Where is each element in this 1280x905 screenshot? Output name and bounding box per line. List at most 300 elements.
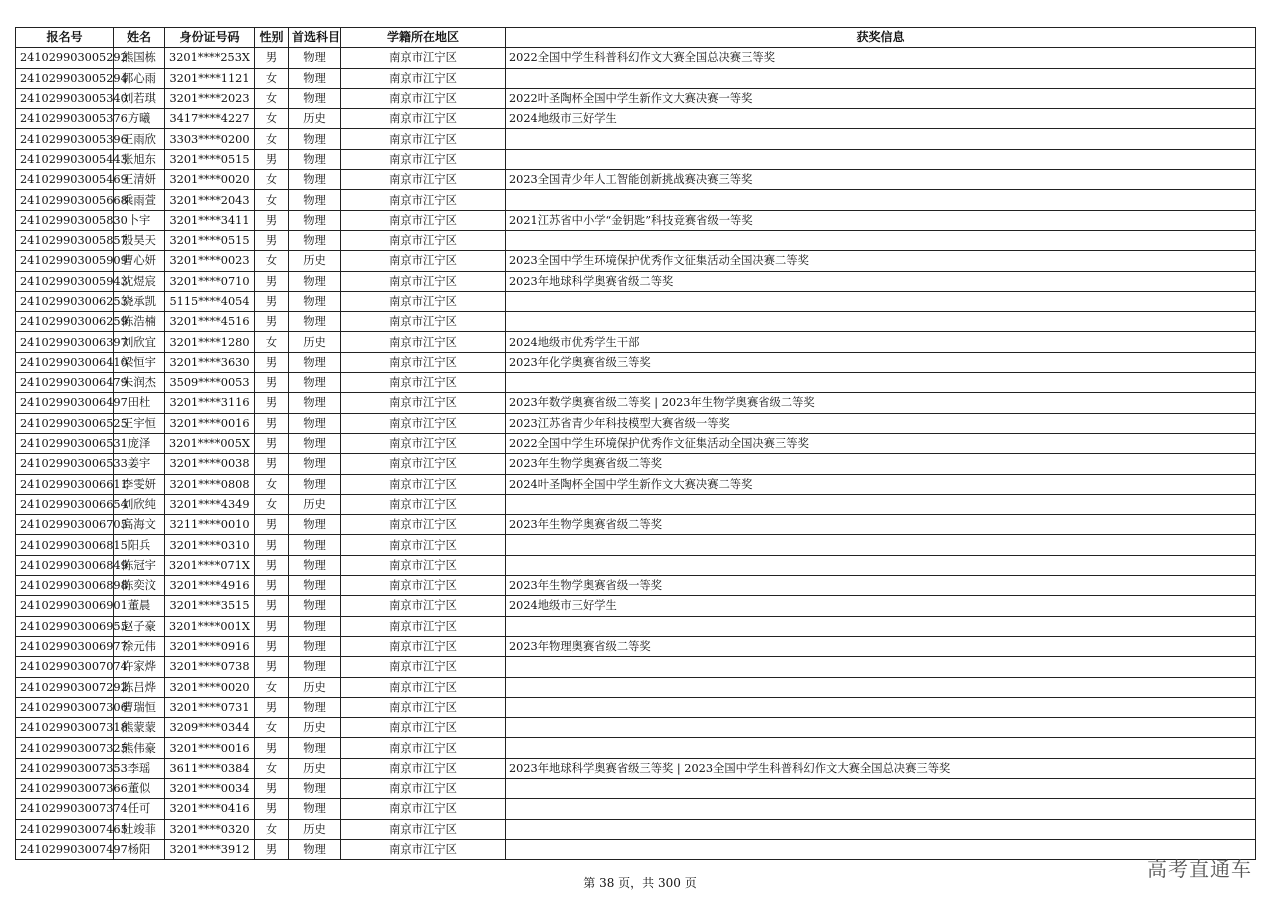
subject-cell: 物理: [289, 454, 341, 474]
gender-cell: 男: [255, 149, 289, 169]
registration-no-cell: 241029903005376: [16, 109, 114, 129]
id-number-cell: 3201****0416: [165, 799, 255, 819]
region-cell: 南京市江宁区: [341, 718, 506, 738]
id-number-cell: 3201****071X: [165, 555, 255, 575]
registration-no-cell: 241029903006898: [16, 576, 114, 596]
subject-cell: 物理: [289, 515, 341, 535]
awards-cell: [506, 718, 1256, 738]
registration-no-cell: 241029903007465: [16, 819, 114, 839]
region-cell: 南京市江宁区: [341, 555, 506, 575]
table-row: [16, 778, 1256, 798]
registration-no-cell: 241029903005396: [16, 129, 114, 149]
col-header-gender: 性别: [255, 28, 289, 48]
registration-no-cell: 241029903006849: [16, 555, 114, 575]
registration-no-cell: 241029903005443: [16, 149, 114, 169]
registration-no-cell: 241029903006611: [16, 474, 114, 494]
table-row: [16, 839, 1256, 859]
gender-cell: 男: [255, 596, 289, 616]
id-number-cell: 5115****4054: [165, 291, 255, 311]
subject-cell: 物理: [289, 393, 341, 413]
subject-cell: 物理: [289, 170, 341, 190]
name-cell: 陈冠宇: [114, 555, 165, 575]
awards-cell: 2022全国中学生科普科幻作文大赛全国总决赛三等奖: [506, 48, 1256, 68]
subject-cell: 物理: [289, 839, 341, 859]
name-cell: 陈奕汶: [114, 576, 165, 596]
awards-cell: [506, 373, 1256, 393]
region-cell: 南京市江宁区: [341, 576, 506, 596]
subject-cell: 物理: [289, 474, 341, 494]
awards-cell: 2024地级市三好学生: [506, 109, 1256, 129]
name-cell: 乘雨萱: [114, 190, 165, 210]
name-cell: 王清妍: [114, 170, 165, 190]
subject-cell: 物理: [289, 738, 341, 758]
registration-no-cell: 241029903007497: [16, 839, 114, 859]
gender-cell: 男: [255, 271, 289, 291]
subject-cell: 物理: [289, 576, 341, 596]
registration-no-cell: 241029903006531: [16, 433, 114, 453]
table-row: [16, 738, 1256, 758]
subject-cell: 物理: [289, 555, 341, 575]
name-cell: 王宇恒: [114, 413, 165, 433]
region-cell: 南京市江宁区: [341, 48, 506, 68]
registration-no-cell: 241029903006654: [16, 494, 114, 514]
id-number-cell: 3201****0310: [165, 535, 255, 555]
registration-no-cell: 241029903006533: [16, 454, 114, 474]
table-row: [16, 555, 1256, 575]
subject-cell: 历史: [289, 332, 341, 352]
col-header-awards: 获奖信息: [506, 28, 1256, 48]
gender-cell: 男: [255, 697, 289, 717]
table-row: [16, 149, 1256, 169]
name-cell: 姜宇: [114, 454, 165, 474]
gender-cell: 男: [255, 230, 289, 250]
table-row: [16, 332, 1256, 352]
gender-cell: 女: [255, 718, 289, 738]
table-row: [16, 88, 1256, 108]
registration-no-cell: 241029903006815: [16, 535, 114, 555]
registration-no-cell: 241029903005830: [16, 210, 114, 230]
id-number-cell: 3417****4227: [165, 109, 255, 129]
awards-cell: [506, 657, 1256, 677]
name-cell: 董似: [114, 778, 165, 798]
gender-cell: 男: [255, 515, 289, 535]
registration-no-cell: 241029903007292: [16, 677, 114, 697]
subject-cell: 物理: [289, 190, 341, 210]
gender-cell: 男: [255, 291, 289, 311]
region-cell: 南京市江宁区: [341, 535, 506, 555]
awards-cell: 2023年地球科学奥赛省级三等奖 | 2023全国中学生科普科幻作文大赛全国总决赛三等奖: [506, 758, 1256, 778]
awards-cell: 2023年物理奥赛省级二等奖: [506, 636, 1256, 656]
id-number-cell: 3509****0053: [165, 373, 255, 393]
name-cell: 杨阳: [114, 839, 165, 859]
region-cell: 南京市江宁区: [341, 758, 506, 778]
id-number-cell: 3201****0738: [165, 657, 255, 677]
registration-no-cell: 241029903005668: [16, 190, 114, 210]
table-row: [16, 312, 1256, 332]
id-number-cell: 3201****3630: [165, 352, 255, 372]
name-cell: 曹心妍: [114, 251, 165, 271]
region-cell: 南京市江宁区: [341, 413, 506, 433]
gender-cell: 女: [255, 88, 289, 108]
region-cell: 南京市江宁区: [341, 474, 506, 494]
table-row: [16, 68, 1256, 88]
region-cell: 南京市江宁区: [341, 68, 506, 88]
name-cell: 曹瑞恒: [114, 697, 165, 717]
gender-cell: 男: [255, 636, 289, 656]
awards-cell: 2023全国青少年人工智能创新挑战赛决赛三等奖: [506, 170, 1256, 190]
subject-cell: 物理: [289, 68, 341, 88]
registration-no-cell: 241029903006525: [16, 413, 114, 433]
col-header-subject: 首选科目: [289, 28, 341, 48]
id-number-cell: 3201****0038: [165, 454, 255, 474]
id-number-cell: 3201****0020: [165, 170, 255, 190]
col-header-registration-no: 报名号: [16, 28, 114, 48]
registration-no-cell: 241029903006977: [16, 636, 114, 656]
region-cell: 南京市江宁区: [341, 596, 506, 616]
gender-cell: 男: [255, 210, 289, 230]
gender-cell: 男: [255, 616, 289, 636]
awards-cell: [506, 778, 1256, 798]
region-cell: 南京市江宁区: [341, 494, 506, 514]
table-row: [16, 433, 1256, 453]
subject-cell: 物理: [289, 373, 341, 393]
name-cell: 朱润杰: [114, 373, 165, 393]
table-row: [16, 251, 1256, 271]
name-cell: 陈吕烨: [114, 677, 165, 697]
table-row: [16, 230, 1256, 250]
col-header-id-number: 身份证号码: [165, 28, 255, 48]
awards-cell: [506, 312, 1256, 332]
name-cell: 刘若琪: [114, 88, 165, 108]
name-cell: 阳兵: [114, 535, 165, 555]
gender-cell: 女: [255, 251, 289, 271]
gender-cell: 男: [255, 839, 289, 859]
gender-cell: 男: [255, 373, 289, 393]
region-cell: 南京市江宁区: [341, 373, 506, 393]
region-cell: 南京市江宁区: [341, 251, 506, 271]
table-row: [16, 291, 1256, 311]
table-row: [16, 799, 1256, 819]
name-cell: 许家烨: [114, 657, 165, 677]
region-cell: 南京市江宁区: [341, 636, 506, 656]
name-cell: 熊蒙蒙: [114, 718, 165, 738]
registration-no-cell: 241029903006253: [16, 291, 114, 311]
table-row: [16, 454, 1256, 474]
page-number: 第 38 页，共 300 页: [583, 876, 697, 890]
id-number-cell: 3201****001X: [165, 616, 255, 636]
region-cell: 南京市江宁区: [341, 454, 506, 474]
table-row: [16, 48, 1256, 68]
awards-cell: 2024地级市三好学生: [506, 596, 1256, 616]
registration-no-cell: 241029903007366: [16, 778, 114, 798]
name-cell: 王雨欣: [114, 129, 165, 149]
table-row: [16, 129, 1256, 149]
awards-cell: 2023年生物学奥赛省级二等奖: [506, 454, 1256, 474]
awards-cell: [506, 494, 1256, 514]
table-row: [16, 109, 1256, 129]
awards-cell: [506, 555, 1256, 575]
gender-cell: 女: [255, 332, 289, 352]
name-cell: 徐元伟: [114, 636, 165, 656]
awards-cell: [506, 230, 1256, 250]
table-body: [16, 48, 1256, 860]
region-cell: 南京市江宁区: [341, 129, 506, 149]
subject-cell: 物理: [289, 778, 341, 798]
id-number-cell: 3201****0731: [165, 697, 255, 717]
region-cell: 南京市江宁区: [341, 109, 506, 129]
subject-cell: 物理: [289, 433, 341, 453]
id-number-cell: 3201****0808: [165, 474, 255, 494]
table-row: [16, 636, 1256, 656]
registration-no-cell: 241029903006410: [16, 352, 114, 372]
table-row: [16, 170, 1256, 190]
gender-cell: 女: [255, 170, 289, 190]
id-number-cell: 3201****1121: [165, 68, 255, 88]
registration-no-cell: 241029903007318: [16, 718, 114, 738]
region-cell: 南京市江宁区: [341, 210, 506, 230]
registration-no-cell: 241029903006955: [16, 616, 114, 636]
subject-cell: 物理: [289, 312, 341, 332]
id-number-cell: 3201****3912: [165, 839, 255, 859]
name-cell: 赵子豪: [114, 616, 165, 636]
registration-no-cell: 241029903006479: [16, 373, 114, 393]
name-cell: 张旭东: [114, 149, 165, 169]
name-cell: 田杜: [114, 393, 165, 413]
table-row: [16, 596, 1256, 616]
registration-no-cell: 241029903006901: [16, 596, 114, 616]
col-header-name: 姓名: [114, 28, 165, 48]
awards-cell: [506, 535, 1256, 555]
name-cell: 高海文: [114, 515, 165, 535]
table-row: [16, 271, 1256, 291]
gender-cell: 女: [255, 474, 289, 494]
gender-cell: 男: [255, 312, 289, 332]
gender-cell: 男: [255, 576, 289, 596]
awards-cell: 2022全国中学生环境保护优秀作文征集活动全国决赛三等奖: [506, 433, 1256, 453]
name-cell: 沈煜宸: [114, 271, 165, 291]
awards-cell: [506, 190, 1256, 210]
awards-cell: 2022叶圣陶杯全国中学生新作文大赛决赛一等奖: [506, 88, 1256, 108]
registration-no-cell: 241029903007074: [16, 657, 114, 677]
table-row: [16, 515, 1256, 535]
subject-cell: 历史: [289, 819, 341, 839]
registration-no-cell: 241029903007374: [16, 799, 114, 819]
awards-cell: [506, 129, 1256, 149]
name-cell: 梁恒宇: [114, 352, 165, 372]
region-cell: 南京市江宁区: [341, 819, 506, 839]
id-number-cell: 3201****0916: [165, 636, 255, 656]
gender-cell: 女: [255, 819, 289, 839]
region-cell: 南京市江宁区: [341, 88, 506, 108]
id-number-cell: 3201****4349: [165, 494, 255, 514]
id-number-cell: 3201****3116: [165, 393, 255, 413]
awards-cell: [506, 68, 1256, 88]
subject-cell: 历史: [289, 251, 341, 271]
gender-cell: 男: [255, 352, 289, 372]
id-number-cell: 3209****0344: [165, 718, 255, 738]
name-cell: 李雯妍: [114, 474, 165, 494]
region-cell: 南京市江宁区: [341, 352, 506, 372]
id-number-cell: 3303****0200: [165, 129, 255, 149]
gender-cell: 男: [255, 778, 289, 798]
watermark-logo: 高考直通车: [1147, 857, 1252, 881]
region-cell: 南京市江宁区: [341, 190, 506, 210]
region-cell: 南京市江宁区: [341, 332, 506, 352]
gender-cell: 男: [255, 393, 289, 413]
table-row: [16, 494, 1256, 514]
id-number-cell: 3201****3515: [165, 596, 255, 616]
name-cell: 卜宇: [114, 210, 165, 230]
awards-cell: [506, 839, 1256, 859]
region-cell: 南京市江宁区: [341, 839, 506, 859]
name-cell: 陈浩楠: [114, 312, 165, 332]
region-cell: 南京市江宁区: [341, 778, 506, 798]
table-row: [16, 210, 1256, 230]
id-number-cell: 3201****0515: [165, 149, 255, 169]
table-header-row: [16, 28, 1256, 48]
table-row: [16, 616, 1256, 636]
name-cell: 刘欣宜: [114, 332, 165, 352]
region-cell: 南京市江宁区: [341, 677, 506, 697]
id-number-cell: 3201****2043: [165, 190, 255, 210]
id-number-cell: 3201****3411: [165, 210, 255, 230]
gender-cell: 女: [255, 109, 289, 129]
subject-cell: 物理: [289, 291, 341, 311]
id-number-cell: 3201****0034: [165, 778, 255, 798]
gender-cell: 男: [255, 48, 289, 68]
awards-cell: [506, 799, 1256, 819]
gender-cell: 女: [255, 758, 289, 778]
awards-cell: 2023江苏省青少年科技模型大赛省级一等奖: [506, 413, 1256, 433]
name-cell: 熊国栋: [114, 48, 165, 68]
awards-cell: [506, 738, 1256, 758]
registration-no-cell: 241029903005294: [16, 68, 114, 88]
gender-cell: 男: [255, 535, 289, 555]
id-number-cell: 3201****005X: [165, 433, 255, 453]
table-row: [16, 474, 1256, 494]
subject-cell: 物理: [289, 799, 341, 819]
subject-cell: 历史: [289, 109, 341, 129]
gender-cell: 女: [255, 129, 289, 149]
name-cell: 任可: [114, 799, 165, 819]
subject-cell: 物理: [289, 149, 341, 169]
name-cell: 董晨: [114, 596, 165, 616]
registration-no-cell: 241029903005340: [16, 88, 114, 108]
table-row: [16, 677, 1256, 697]
gender-cell: 女: [255, 68, 289, 88]
awards-cell: 2021江苏省中小学“金钥匙”科技竞赛省级一等奖: [506, 210, 1256, 230]
name-cell: 饶承凯: [114, 291, 165, 311]
subject-cell: 物理: [289, 210, 341, 230]
awards-cell: 2023年数学奥赛省级二等奖 | 2023年生物学奥赛省级二等奖: [506, 393, 1256, 413]
region-cell: 南京市江宁区: [341, 433, 506, 453]
name-cell: 李瑶: [114, 758, 165, 778]
registration-no-cell: 241029903007325: [16, 738, 114, 758]
id-number-cell: 3201****2023: [165, 88, 255, 108]
gender-cell: 女: [255, 494, 289, 514]
subject-cell: 物理: [289, 352, 341, 372]
subject-cell: 物理: [289, 616, 341, 636]
table-row: [16, 718, 1256, 738]
id-number-cell: 3201****0020: [165, 677, 255, 697]
name-cell: 庞泽: [114, 433, 165, 453]
awards-cell: 2023年生物学奥赛省级二等奖: [506, 515, 1256, 535]
table-row: [16, 413, 1256, 433]
region-cell: 南京市江宁区: [341, 515, 506, 535]
awards-cell: [506, 149, 1256, 169]
id-number-cell: 3201****4916: [165, 576, 255, 596]
table-row: [16, 576, 1256, 596]
gender-cell: 男: [255, 555, 289, 575]
awards-cell: [506, 697, 1256, 717]
id-number-cell: 3201****0016: [165, 413, 255, 433]
awards-cell: 2023年化学奥赛省级三等奖: [506, 352, 1256, 372]
name-cell: 杜竣菲: [114, 819, 165, 839]
registration-no-cell: 241029903006497: [16, 393, 114, 413]
subject-cell: 物理: [289, 596, 341, 616]
awards-cell: 2024叶圣陶杯全国中学生新作文大赛决赛二等奖: [506, 474, 1256, 494]
table-row: [16, 535, 1256, 555]
gender-cell: 女: [255, 190, 289, 210]
registration-no-cell: 241029903005943: [16, 271, 114, 291]
registration-no-cell: 241029903007353: [16, 758, 114, 778]
region-cell: 南京市江宁区: [341, 230, 506, 250]
gender-cell: 女: [255, 677, 289, 697]
name-cell: 郭心雨: [114, 68, 165, 88]
name-cell: 熊伟豪: [114, 738, 165, 758]
table-row: [16, 190, 1256, 210]
subject-cell: 物理: [289, 535, 341, 555]
registration-no-cell: 241029903007306: [16, 697, 114, 717]
region-cell: 南京市江宁区: [341, 738, 506, 758]
gender-cell: 男: [255, 454, 289, 474]
registration-no-cell: 241029903005909: [16, 251, 114, 271]
region-cell: 南京市江宁区: [341, 657, 506, 677]
region-cell: 南京市江宁区: [341, 616, 506, 636]
table-row: [16, 393, 1256, 413]
table-row: [16, 352, 1256, 372]
awards-cell: 2023年地球科学奥赛省级二等奖: [506, 271, 1256, 291]
subject-cell: 历史: [289, 677, 341, 697]
id-number-cell: 3201****0710: [165, 271, 255, 291]
subject-cell: 历史: [289, 494, 341, 514]
gender-cell: 男: [255, 799, 289, 819]
id-number-cell: 3611****0384: [165, 758, 255, 778]
id-number-cell: 3201****0016: [165, 738, 255, 758]
registration-no-cell: 241029903005857: [16, 230, 114, 250]
name-cell: 刘欣纯: [114, 494, 165, 514]
id-number-cell: 3201****253X: [165, 48, 255, 68]
id-number-cell: 3211****0010: [165, 515, 255, 535]
gender-cell: 男: [255, 738, 289, 758]
subject-cell: 历史: [289, 718, 341, 738]
awards-cell: [506, 616, 1256, 636]
region-cell: 南京市江宁区: [341, 697, 506, 717]
region-cell: 南京市江宁区: [341, 170, 506, 190]
region-cell: 南京市江宁区: [341, 291, 506, 311]
registration-no-cell: 241029903006705: [16, 515, 114, 535]
subject-cell: 物理: [289, 88, 341, 108]
region-cell: 南京市江宁区: [341, 393, 506, 413]
subject-cell: 物理: [289, 230, 341, 250]
awards-cell: 2023全国中学生环境保护优秀作文征集活动全国决赛二等奖: [506, 251, 1256, 271]
id-number-cell: 3201****4516: [165, 312, 255, 332]
subject-cell: 物理: [289, 697, 341, 717]
gender-cell: 男: [255, 413, 289, 433]
region-cell: 南京市江宁区: [341, 312, 506, 332]
table-row: [16, 758, 1256, 778]
region-cell: 南京市江宁区: [341, 149, 506, 169]
